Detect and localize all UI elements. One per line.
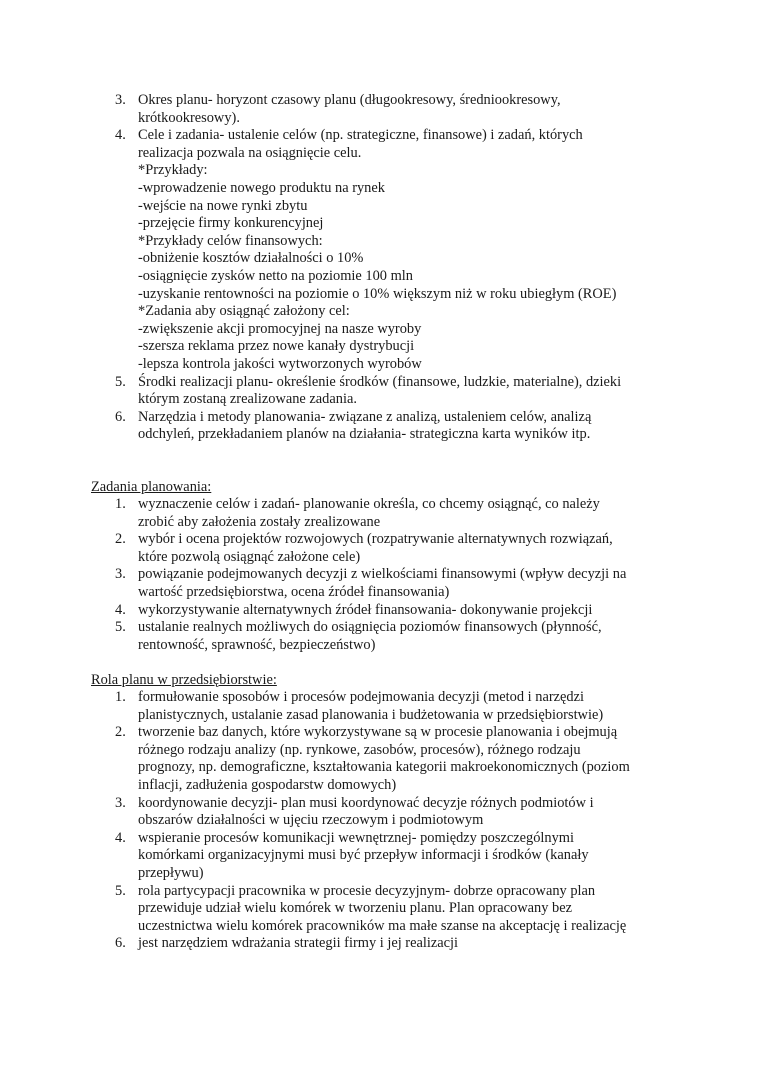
- list-item: [91, 602, 651, 620]
- list-item: [91, 409, 651, 444]
- list-item-line: powiązanie podejmowanych decyzji z wielkościami finansowymi (wpływ decyzji na: [138, 566, 627, 583]
- list-item-line: różnego rodzaju analizy (np. rynkowe, zasobów, procesów), różnego rodzaju: [138, 741, 581, 758]
- list-item-number: 2.: [115, 531, 126, 548]
- list-item-line: realizacja pozwala na osiągnięcie celu.: [138, 144, 362, 161]
- list-item: [91, 127, 651, 373]
- list-item-number: 5.: [115, 373, 126, 390]
- list-item-number: 1.: [115, 496, 126, 512]
- list-item-line: planistycznych, ustalanie zasad planowania i budżetowania w przedsiębiorstwie): [138, 706, 604, 723]
- list-item-line: komórkami organizacyjnymi musi być przepływ informacji i środków (kanały: [138, 847, 589, 864]
- list-item-line: formułowanie sposobów i procesów podejmowania decyzji (metod i narzędzi: [138, 689, 584, 705]
- list-item: [91, 830, 651, 883]
- list-item: [91, 724, 651, 794]
- list-item-line: -szersza reklama przez nowe kanały dystrybucji: [138, 338, 415, 355]
- list-item-line: -przejęcie firmy konkurencyjnej: [138, 215, 324, 232]
- list-item-line: jest narzędziem wdrażania strategii firmy i jej realizacji: [138, 935, 459, 952]
- list-item-line: wyznaczenie celów i zadań- planowanie określa, co chcemy osiągnąć, co należy: [138, 496, 600, 512]
- list-item-number: 5.: [115, 619, 126, 636]
- list-item-line: obszarów działalności w ujęciu rzeczowym i podmiotowym: [138, 812, 484, 829]
- list-item: [91, 496, 651, 531]
- list-item-line: -obniżenie kosztów działalności o 10%: [138, 250, 364, 267]
- list-item-line: uczestnictwa wielu komórek pracowników ma małe szanse na akceptację i realizację: [138, 917, 627, 934]
- list-item-number: 4.: [115, 127, 126, 144]
- list-item-line: *Przykłady celów finansowych:: [138, 232, 323, 249]
- list-item-line: Środki realizacji planu- określenie środków (finansowe, ludzkie, materialne), dzieki: [138, 373, 622, 390]
- list-item: [91, 92, 651, 127]
- list-item: [91, 619, 651, 654]
- list-item-line: -uzyskanie rentowności na poziomie o 10% większym niż w roku ubiegłym (ROE): [138, 285, 617, 302]
- list-item-number: 6.: [115, 408, 126, 425]
- list-item-line: -zwiększenie akcji promocyjnej na nasze wyroby: [138, 320, 422, 337]
- list-item-line: rola partycypacji pracownika w procesie decyzyjnym- dobrze opracowany plan: [138, 882, 596, 899]
- list-item-line: wykorzystywanie alternatywnych źródeł finansowania- dokonywanie projekcji: [138, 601, 593, 618]
- planning-tasks-list: [91, 496, 651, 654]
- list-item-line: -lepsza kontrola jakości wytworzonych wyrobów: [138, 355, 422, 372]
- plan-elements-list: [91, 92, 651, 444]
- list-item-line: wspieranie procesów komunikacji wewnętrznej- pomiędzy poszczególnymi: [138, 829, 574, 846]
- list-item-line: przepływu): [138, 864, 204, 881]
- list-item-line: koordynowanie decyzji- plan musi koordynować decyzje różnych podmiotów i: [138, 794, 594, 811]
- list-item-number: 4.: [115, 601, 126, 618]
- list-item-number: 6.: [115, 935, 126, 952]
- list-item-line: którym zostaną zrealizowane zadania.: [138, 391, 357, 408]
- list-item-line: *Zadania aby osiągnąć założony cel:: [138, 303, 350, 320]
- list-item-number: 4.: [115, 829, 126, 846]
- list-item: [91, 531, 651, 566]
- list-item-number: 1.: [115, 689, 126, 705]
- list-item-line: prognozy, np. demograficzne, kształtowania kategorii makroekonomicznych (poziom: [138, 759, 630, 776]
- list-item-line: rentowność, sprawność, bezpieczeństwo): [138, 636, 376, 653]
- list-item: [91, 374, 651, 409]
- list-item-line: wybór i ocena projektów rozwojowych (rozpatrywanie alternatywnych rozwiązań,: [138, 531, 613, 548]
- list-item-number: 3.: [115, 92, 126, 108]
- section-heading-plan-role: Rola planu w przedsiębiorstwie:: [91, 672, 277, 688]
- list-item-line: -wejście na nowe rynki zbytu: [138, 197, 308, 214]
- list-item-line: odchyleń, przekładaniem planów na działania- strategiczna karta wyników itp.: [138, 426, 591, 443]
- list-item: [91, 935, 651, 953]
- plan-role-list: [91, 689, 651, 953]
- list-item-line: krótkookresowy).: [138, 109, 240, 126]
- list-item: [91, 689, 651, 724]
- list-item-line: inflacji, zadłużenia gospodarstw domowych): [138, 776, 397, 793]
- list-item-line: tworzenie baz danych, które wykorzystywane są w procesie planowania i obejmują: [138, 724, 618, 741]
- list-item-line: które pozwolą osiągnąć założone cele): [138, 548, 361, 565]
- list-item-line: przewiduje udział wielu komórek w tworzeniu planu. Plan opracowany bez: [138, 900, 572, 917]
- list-item: [91, 883, 651, 936]
- list-item-line: -osiągnięcie zysków netto na poziomie 100 mln: [138, 267, 413, 284]
- list-item-line: ustalanie realnych możliwych do osiągnięcia poziomów finansowych (płynność,: [138, 619, 602, 636]
- list-item-number: 2.: [115, 724, 126, 741]
- list-item: [91, 795, 651, 830]
- list-item-line: wartość przedsiębiorstwa, ocena źródeł finansowania): [138, 583, 450, 600]
- list-item-number: 3.: [115, 794, 126, 811]
- list-item-number: 3.: [115, 566, 126, 583]
- list-item-number: 5.: [115, 882, 126, 899]
- list-item-line: Cele i zadania- ustalenie celów (np. strategiczne, finansowe) i zadań, których: [138, 127, 583, 144]
- list-item-line: *Przykłady:: [138, 162, 208, 179]
- list-item: [91, 566, 651, 601]
- section-heading-planning-tasks: Zadania planowania:: [91, 479, 212, 495]
- list-item-line: Narzędzia i metody planowania- związane z analizą, ustaleniem celów, analizą: [138, 408, 592, 425]
- list-item-line: Okres planu- horyzont czasowy planu (długookresowy, średniookresowy,: [138, 92, 561, 108]
- list-item-line: zrobić aby założenia zostały zrealizowane: [138, 513, 381, 530]
- list-item-line: -wprowadzenie nowego produktu na rynek: [138, 179, 385, 196]
